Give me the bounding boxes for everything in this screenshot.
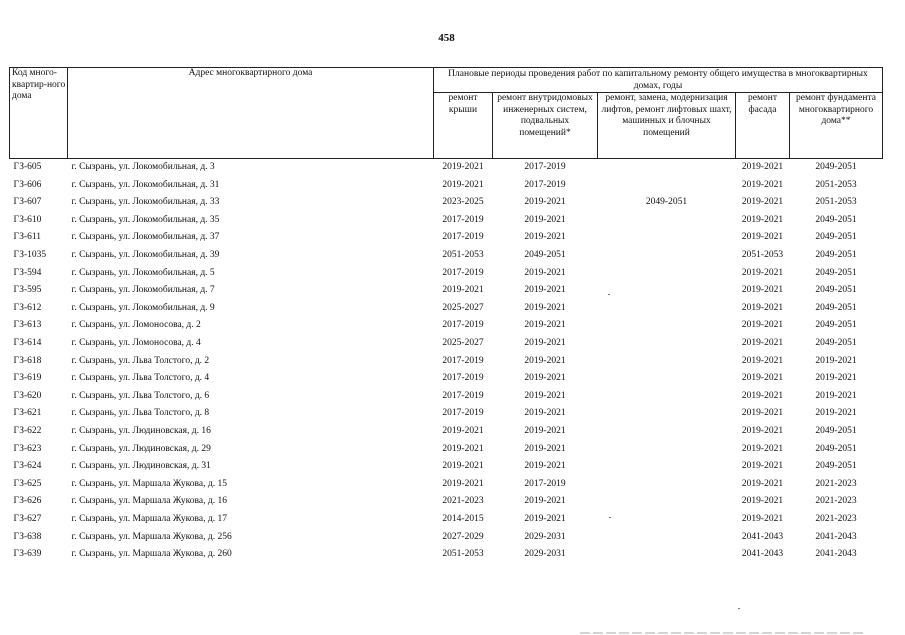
table-row <box>10 212 883 230</box>
cell-roof: 2023-2025 <box>442 197 484 208</box>
cell-foundation: 2051-2053 <box>815 197 857 208</box>
cell-facade: 2019-2021 <box>741 355 784 366</box>
cell-elevators <box>598 265 736 283</box>
cell-address: г. Сызрань, ул. Локомобильная, д. 31 <box>71 179 220 190</box>
cell-elevators <box>598 353 736 371</box>
cell-address: г. Сызрань, ул. Маршала Жукова, д. 17 <box>71 513 227 524</box>
table-row <box>10 282 883 300</box>
cell-code: ГЗ-595 <box>13 285 42 296</box>
cell-foundation: 2021-2023 <box>815 478 857 489</box>
cell-code: ГЗ-606 <box>13 179 42 190</box>
cell-code: ГЗ-620 <box>13 390 42 401</box>
cell-foundation: 2049-2051 <box>815 250 857 261</box>
cell-engineering: 2049-2051 <box>524 250 566 261</box>
cell-address: г. Сызрань, ул. Льва Толстого, д. 2 <box>71 355 210 366</box>
cell-roof: 2019-2021 <box>442 461 484 472</box>
table-body <box>10 159 883 564</box>
cell-code: ГЗ-625 <box>13 478 42 489</box>
cell-roof: 2017-2019 <box>442 355 484 366</box>
cell-code: ГЗ-624 <box>13 461 42 472</box>
cell-elevators <box>598 511 736 529</box>
cell-engineering: 2019-2021 <box>524 302 566 313</box>
cell-engineering: 2019-2021 <box>524 197 566 208</box>
table-row <box>10 177 883 195</box>
cell-engineering: 2019-2021 <box>524 513 566 524</box>
cell-engineering: 2019-2021 <box>524 496 566 507</box>
table-row <box>10 335 883 353</box>
cell-elevators <box>598 300 736 318</box>
cell-roof: 2027-2029 <box>442 531 484 542</box>
cell-foundation: 2049-2051 <box>815 302 857 313</box>
cell-elevators <box>598 159 736 177</box>
cell-roof: 2025-2027 <box>442 302 484 313</box>
cell-facade: 2019-2021 <box>741 232 784 243</box>
cell-engineering: 2029-2031 <box>524 549 566 560</box>
cell-address: г. Сызрань, ул. Льва Толстого, д. 8 <box>71 408 210 419</box>
cell-elevators: 2049-2051 <box>645 197 688 208</box>
cell-elevators <box>598 528 736 546</box>
cell-engineering: 2019-2021 <box>524 461 566 472</box>
header-address: Адрес многоквартирного дома <box>68 68 434 159</box>
cell-roof: 2019-2021 <box>442 425 484 436</box>
cell-roof: 2019-2021 <box>442 443 484 454</box>
cell-facade: 2019-2021 <box>741 179 784 190</box>
cell-foundation: 2019-2021 <box>815 373 857 384</box>
cell-facade: 2019-2021 <box>741 373 784 384</box>
cell-facade: 2019-2021 <box>741 285 784 296</box>
scan-edge-artifact <box>0 628 905 635</box>
cell-address: г. Сызрань, ул. Маршала Жукова, д. 15 <box>71 478 227 489</box>
cell-facade: 2019-2021 <box>741 478 784 489</box>
cell-engineering: 2029-2031 <box>524 531 566 542</box>
cell-address: г. Сызрань, ул. Маршала Жукова, д. 260 <box>71 549 232 560</box>
cell-facade: 2051-2053 <box>741 250 784 261</box>
cell-elevators <box>598 405 736 423</box>
cell-elevators <box>598 493 736 511</box>
scan-speck <box>609 517 611 518</box>
cell-roof: 2014-2015 <box>442 513 484 524</box>
cell-facade: 2019-2021 <box>741 267 784 278</box>
cell-elevators <box>598 317 736 335</box>
cell-facade: 2041-2043 <box>741 549 784 560</box>
cell-foundation: 2049-2051 <box>815 425 857 436</box>
cell-engineering: 2019-2021 <box>524 443 566 454</box>
cell-code: ГЗ-613 <box>13 320 42 331</box>
table-row <box>10 194 883 212</box>
cell-engineering: 2019-2021 <box>524 355 566 366</box>
cell-address: г. Сызрань, ул. Маршала Жукова, д. 256 <box>71 531 232 542</box>
cell-roof: 2017-2019 <box>442 408 484 419</box>
cell-foundation: 2051-2053 <box>815 179 857 190</box>
table-row <box>10 317 883 335</box>
cell-elevators <box>598 476 736 494</box>
cell-engineering: 2019-2021 <box>524 267 566 278</box>
cell-elevators <box>598 177 736 195</box>
table-row <box>10 159 883 177</box>
cell-facade: 2019-2021 <box>741 302 784 313</box>
cell-code: ГЗ-611 <box>13 232 42 243</box>
cell-foundation: 2049-2051 <box>815 285 857 296</box>
cell-engineering: 2019-2021 <box>524 232 566 243</box>
cell-facade: 2019-2021 <box>741 408 784 419</box>
cell-elevators <box>598 335 736 353</box>
cell-facade: 2019-2021 <box>741 461 784 472</box>
cell-foundation: 2041-2043 <box>815 549 857 560</box>
cell-facade: 2019-2021 <box>741 214 784 225</box>
cell-foundation: 2049-2051 <box>815 337 857 348</box>
cell-elevators <box>598 370 736 388</box>
cell-roof: 2017-2019 <box>442 267 484 278</box>
cell-foundation: 2019-2021 <box>815 408 857 419</box>
cell-address: г. Сызрань, ул. Локомобильная, д. 33 <box>71 197 220 208</box>
cell-foundation: 2049-2051 <box>815 443 857 454</box>
cell-foundation: 2049-2051 <box>815 162 857 173</box>
table-row <box>10 247 883 265</box>
cell-address: г. Сызрань, ул. Людиновская, д. 16 <box>71 425 211 436</box>
table-row <box>10 229 883 247</box>
cell-foundation: 2019-2021 <box>815 390 857 401</box>
cell-elevators <box>598 282 736 300</box>
table-row <box>10 441 883 459</box>
cell-roof: 2025-2027 <box>442 337 484 348</box>
cell-address: г. Сызрань, ул. Локомобильная, д. 37 <box>71 232 220 243</box>
cell-address: г. Сызрань, ул. Маршала Жукова, д. 16 <box>71 496 227 507</box>
cell-engineering: 2019-2021 <box>524 337 566 348</box>
cell-code: ГЗ-618 <box>13 355 42 366</box>
cell-code: ГЗ-638 <box>13 531 42 542</box>
table-row <box>10 546 883 564</box>
cell-foundation: 2049-2051 <box>815 232 857 243</box>
cell-address: г. Сызрань, ул. Людиновская, д. 29 <box>71 443 211 454</box>
cell-address: г. Сызрань, ул. Локомобильная, д. 35 <box>71 214 220 225</box>
cell-code: ГЗ-621 <box>13 408 42 419</box>
cell-roof: 2051-2053 <box>442 549 484 560</box>
cell-roof: 2051-2053 <box>442 250 484 261</box>
cell-address: г. Сызрань, ул. Ломоносова, д. 2 <box>71 320 201 331</box>
cell-elevators <box>598 229 736 247</box>
table-row <box>10 493 883 511</box>
cell-elevators <box>598 212 736 230</box>
cell-facade: 2041-2043 <box>741 531 784 542</box>
cell-code: ГЗ-594 <box>13 267 42 278</box>
cell-facade: 2019-2021 <box>741 320 784 331</box>
cell-code: ГЗ-619 <box>13 373 42 384</box>
cell-code: ГЗ-627 <box>13 513 42 524</box>
cell-facade: 2019-2021 <box>741 337 784 348</box>
cell-roof: 2017-2019 <box>442 214 484 225</box>
cell-roof: 2017-2019 <box>442 320 484 331</box>
header-elevators: ремонт, замена, модернизация лифтов, ремонт лифтовых шахт, машинных и блочных помещений <box>598 93 736 159</box>
cell-elevators <box>598 458 736 476</box>
cell-foundation: 2049-2051 <box>815 461 857 472</box>
cell-address: г. Сызрань, ул. Локомобильная, д. 3 <box>71 162 215 173</box>
cell-code: ГЗ-607 <box>13 197 42 208</box>
table-row <box>10 458 883 476</box>
cell-engineering: 2019-2021 <box>524 373 566 384</box>
cell-code: ГЗ-622 <box>13 425 42 436</box>
cell-engineering: 2019-2021 <box>524 320 566 331</box>
cell-code: ГЗ-1035 <box>13 250 47 261</box>
cell-address: г. Сызрань, ул. Людиновская, д. 31 <box>71 461 211 472</box>
cell-address: г. Сызрань, ул. Льва Толстого, д. 6 <box>71 390 210 401</box>
capital-repair-table <box>9 67 883 564</box>
header-engineering: ремонт внутридомовых инженерных систем, подвальных помещений* <box>493 93 598 159</box>
table-row <box>10 353 883 371</box>
cell-facade: 2019-2021 <box>741 425 784 436</box>
cell-address: г. Сызрань, ул. Локомобильная, д. 5 <box>71 267 215 278</box>
cell-code: ГЗ-610 <box>13 214 42 225</box>
cell-engineering: 2019-2021 <box>524 390 566 401</box>
scan-speck <box>608 294 610 295</box>
cell-address: г. Сызрань, ул. Локомобильная, д. 9 <box>71 302 215 313</box>
cell-foundation: 2021-2023 <box>815 513 857 524</box>
cell-engineering: 2019-2021 <box>524 214 566 225</box>
cell-code: ГЗ-614 <box>13 337 42 348</box>
header-facade: ремонт фасада <box>736 93 790 159</box>
cell-code: ГЗ-639 <box>13 549 42 560</box>
cell-roof: 2017-2019 <box>442 232 484 243</box>
cell-engineering: 2017-2019 <box>524 162 566 173</box>
table-row <box>10 423 883 441</box>
cell-elevators <box>598 423 736 441</box>
cell-roof: 2019-2021 <box>442 179 484 190</box>
cell-facade: 2019-2021 <box>741 496 784 507</box>
cell-foundation: 2019-2021 <box>815 355 857 366</box>
cell-engineering: 2017-2019 <box>524 478 566 489</box>
cell-foundation: 2049-2051 <box>815 320 857 331</box>
cell-elevators <box>598 388 736 406</box>
cell-code: ГЗ-623 <box>13 443 42 454</box>
table-row <box>10 528 883 546</box>
cell-code: ГЗ-612 <box>13 302 42 313</box>
cell-facade: 2019-2021 <box>741 390 784 401</box>
table-row <box>10 370 883 388</box>
page-number: 458 <box>438 32 455 44</box>
cell-elevators <box>598 247 736 265</box>
cell-elevators <box>598 546 736 564</box>
cell-foundation: 2049-2051 <box>815 267 857 278</box>
header-foundation: ремонт фундамента многоквартирного дома** <box>790 93 883 159</box>
header-periods-group: Плановые периоды проведения работ по капитальному ремонту общего имущества в многоквартирных домах, годы <box>434 68 883 93</box>
cell-code: ГЗ-605 <box>13 162 42 173</box>
table-row <box>10 300 883 318</box>
cell-foundation: 2041-2043 <box>815 531 857 542</box>
cell-code: ГЗ-626 <box>13 496 42 507</box>
cell-roof: 2017-2019 <box>442 390 484 401</box>
cell-foundation: 2021-2023 <box>815 496 857 507</box>
cell-address: г. Сызрань, ул. Локомобильная, д. 7 <box>71 285 215 296</box>
cell-roof: 2019-2021 <box>442 285 484 296</box>
cell-facade: 2019-2021 <box>741 162 784 173</box>
table-row <box>10 388 883 406</box>
cell-engineering: 2019-2021 <box>524 408 566 419</box>
cell-roof: 2017-2019 <box>442 373 484 384</box>
header-code: Код много-квартир-ного дома <box>10 68 68 159</box>
cell-engineering: 2019-2021 <box>524 425 566 436</box>
scan-speck <box>738 608 740 609</box>
cell-roof: 2019-2021 <box>442 162 484 173</box>
table-row <box>10 405 883 423</box>
cell-roof: 2021-2023 <box>442 496 484 507</box>
header-roof: ремонт крыши <box>434 93 493 159</box>
table-row <box>10 476 883 494</box>
table-header <box>10 68 883 159</box>
table-row <box>10 511 883 529</box>
cell-foundation: 2049-2051 <box>815 214 857 225</box>
cell-engineering: 2017-2019 <box>524 179 566 190</box>
table-row <box>10 265 883 283</box>
cell-address: г. Сызрань, ул. Локомобильная, д. 39 <box>71 250 220 261</box>
cell-facade: 2019-2021 <box>741 197 784 208</box>
cell-engineering: 2019-2021 <box>524 285 566 296</box>
cell-address: г. Сызрань, ул. Льва Толстого, д. 4 <box>71 373 210 384</box>
cell-address: г. Сызрань, ул. Ломоносова, д. 4 <box>71 337 201 348</box>
cell-elevators <box>598 441 736 459</box>
cell-roof: 2019-2021 <box>442 478 484 489</box>
cell-facade: 2019-2021 <box>741 513 784 524</box>
cell-facade: 2019-2021 <box>741 443 784 454</box>
